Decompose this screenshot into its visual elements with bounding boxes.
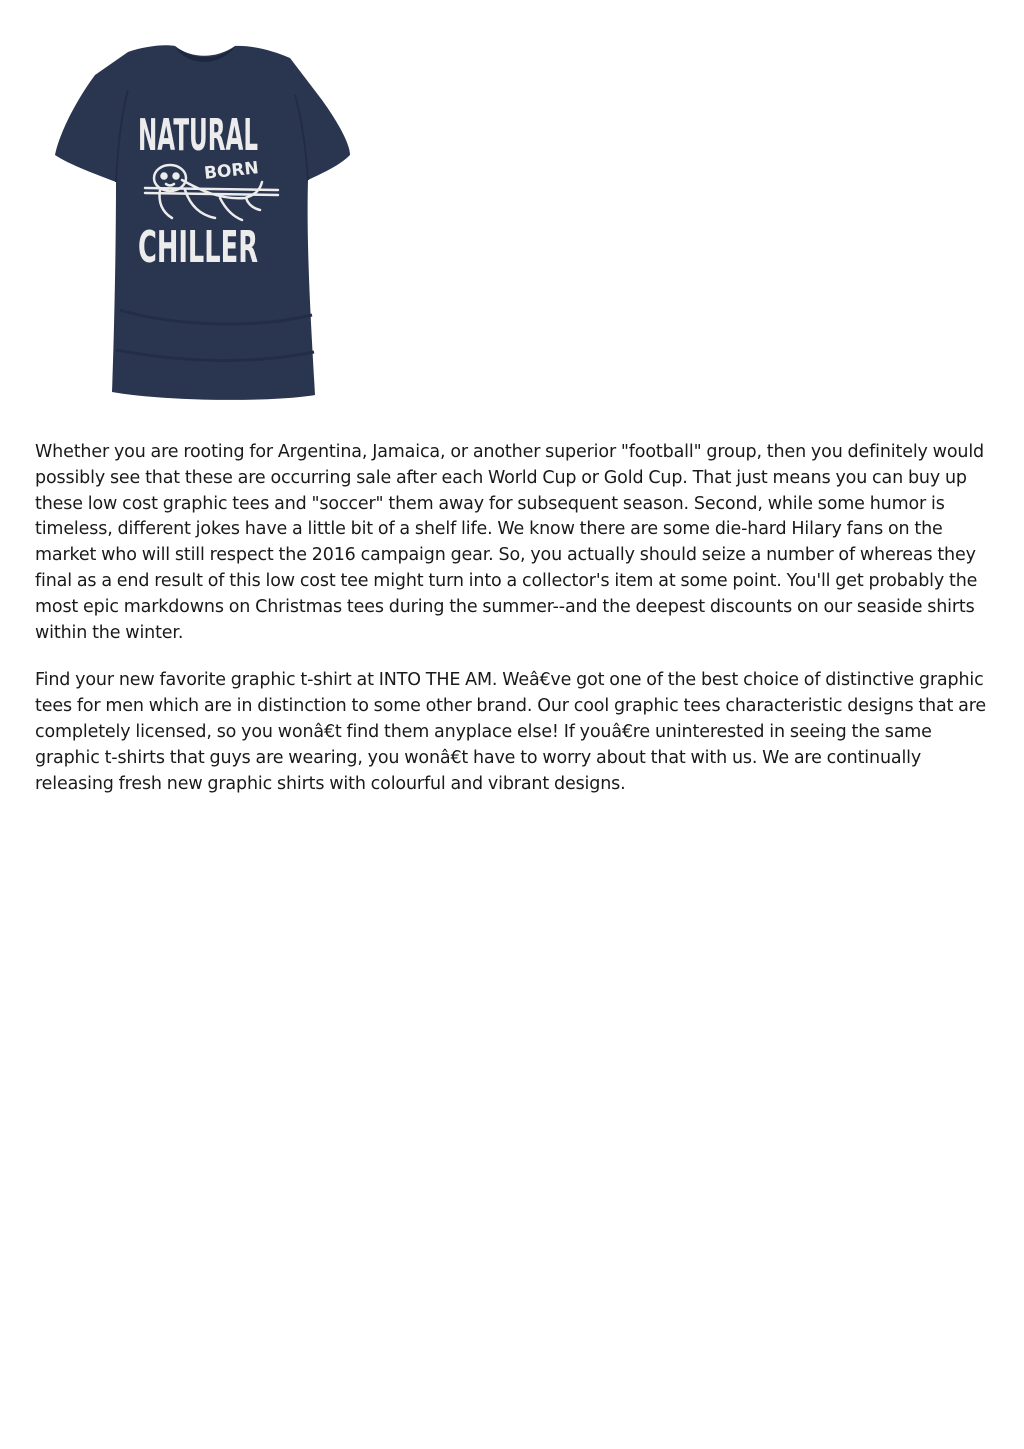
- product-image-tshirt: [50, 40, 360, 405]
- print-text-natural: NATURAL: [138, 110, 258, 161]
- print-text-born: BORN: [203, 158, 260, 184]
- paragraph: Whether you are rooting for Argentina, Jamaica, or another superior "football" group, then you definitely would possibly see that these are occurring sale after each World Cup or Gold Cup. That just means you can buy up these low cost graphic tees and "soccer" them away for subsequent season. Second, while some humor is timeless, different jokes have a little bit of a shelf life. We know there are some die-hard Hilary fans on the market who will still respect the 2016 campaign gear. So, you actually should seize a number of whereas they final as a end result of this low cost tee might turn into a collector's item at some point. You'll get probably the most epic markdowns on Christmas tees during the summer--and the deepest discounts on our seaside shirts within the winter.: [35, 442, 984, 643]
- print-text-chiller: CHILLER: [138, 222, 258, 273]
- paragraph: Find your new favorite graphic t-shirt at INTO THE AM. Weâ€ve got one of the best choice of distinctive graphic tees for men which are in distinction to some other brand. Our cool graphic tees characteristic designs that are completely licensed, so you wonâ€t find them anyplace else! If youâ€re uninterested in seeing the same graphic t-shirts that guys are wearing, you wonâ€t have to worry about that with us. We are continually releasing fresh new graphic shirts with colourful and vibrant designs.: [35, 670, 987, 794]
- article-body: [35, 440, 997, 819]
- tshirt-graphic: [50, 40, 360, 405]
